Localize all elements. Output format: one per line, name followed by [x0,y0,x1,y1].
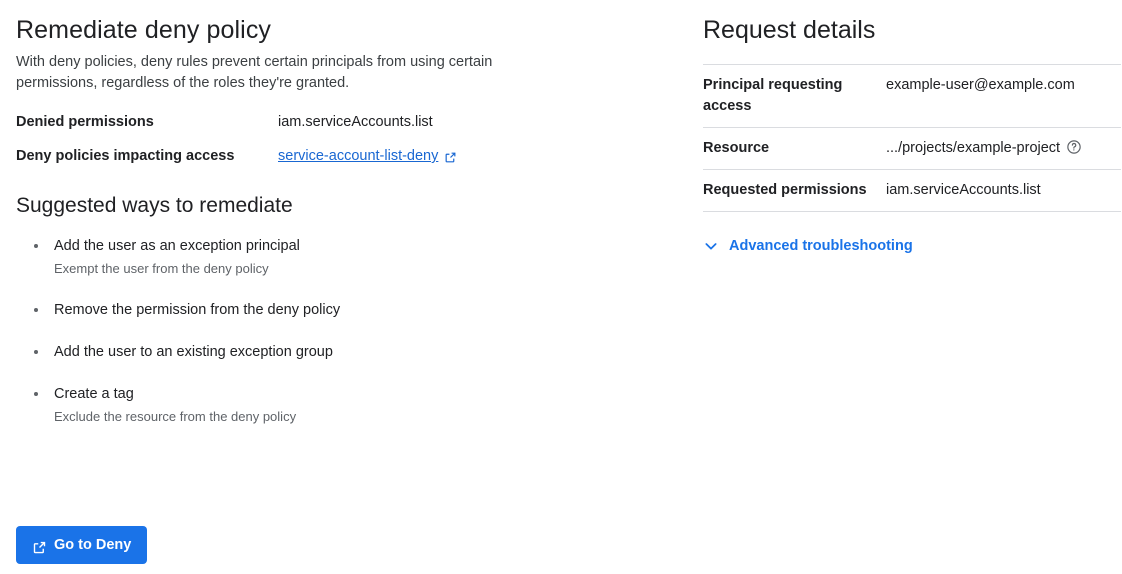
list-item [26,342,636,362]
detail-label: Requested permissions [703,170,886,212]
advanced-troubleshooting-toggle[interactable] [703,238,913,254]
request-details-table [703,64,1121,212]
go-to-deny-label: Go to Deny [54,537,132,553]
chevron-down-icon [703,238,719,254]
suggestion-title: Add the user to an existing exception group [54,344,333,360]
suggestion-subtitle: Exempt the user from the deny policy [54,261,269,276]
deny-policies-label: Deny policies impacting access [16,148,235,164]
go-to-deny-button[interactable] [16,526,147,564]
suggestion-subtitle: Exclude the resource from the deny policy [54,409,297,424]
page-title: Remediate deny policy [16,16,272,44]
suggestion-title: Create a tag [54,386,134,402]
list-item [26,384,636,426]
denied-permissions-value: iam.serviceAccounts.list [278,114,433,130]
deny-policy-link[interactable] [278,148,457,164]
detail-label: Resource [703,128,886,170]
intro-text: With deny policies, deny rules prevent certain principals from using certain permissions, regardless of the roles they're granted. [16,54,493,91]
external-link-icon [32,540,45,553]
table-row [703,170,1121,212]
suggestions-title: Suggested ways to remediate [16,194,293,217]
deny-policies-value [278,148,457,164]
deny-policies-row [16,148,636,164]
detail-value: iam.serviceAccounts.list [886,170,1121,212]
denied-permissions-label: Denied permissions [16,114,154,130]
remediation-panel [16,14,636,448]
deny-policy-link-label[interactable]: service-account-list-deny [278,148,439,164]
help-icon[interactable] [1066,139,1082,155]
table-row [703,65,1121,128]
request-details-panel [703,14,1121,259]
request-details-title: Request details [703,16,876,44]
denied-permissions-row [16,114,636,130]
suggestion-title: Add the user as an exception principal [54,238,300,254]
detail-value-resource [886,128,1121,170]
list-item [26,236,636,278]
detail-label: Principal requesting access [703,65,886,128]
detail-value: example-user@example.com [886,65,1121,128]
table-row [703,128,1121,170]
suggestions-list [16,236,636,426]
external-link-icon [444,151,457,164]
detail-value-text: .../projects/example-project [886,140,1061,156]
suggestion-title: Remove the permission from the deny policy [54,302,341,318]
advanced-troubleshooting-label: Advanced troubleshooting [729,238,913,254]
list-item [26,300,636,320]
